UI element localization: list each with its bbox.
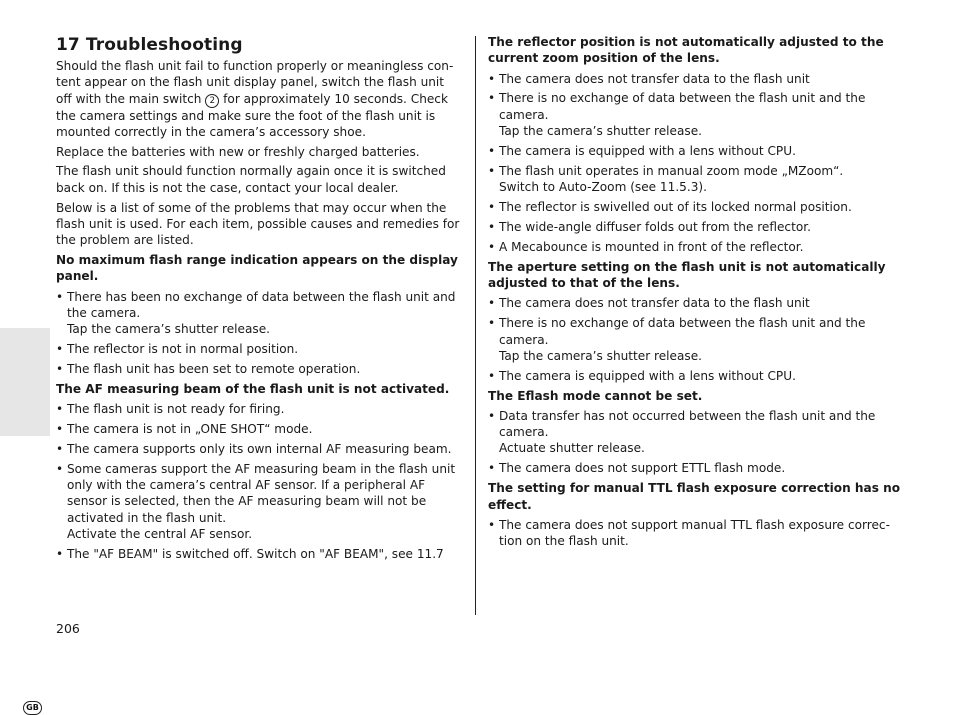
list-item: • The camera is equipped with a lens without CPU. <box>488 143 908 159</box>
list-item: • The wide-angle diffuser folds out from the reflector. <box>488 219 908 235</box>
list-item: • The reflector is not in normal position. <box>56 341 462 357</box>
list-item: • The reflector is swivelled out of its locked normal position. <box>488 199 908 215</box>
batteries-paragraph: Replace the batteries with new or freshly charged batteries. <box>56 144 420 159</box>
language-tab <box>0 328 50 712</box>
problem-heading-af: The AF measuring beam of the flash unit is not activated. <box>56 381 450 396</box>
list-item: • Data transfer has not occurred between the flash unit and the camera. Actuate shutter release. <box>488 408 908 457</box>
list-item: • The camera is equipped with a lens without CPU. <box>488 368 908 384</box>
list-item: • There is no exchange of data between the flash unit and the camera. Tap the camera’s shutter release. <box>488 90 908 139</box>
problem-heading-reflector: The reflector position is not automatically adjusted to the current zoom position of the lens. <box>488 35 884 66</box>
list-item: • A Mecabounce is mounted in front of the reflector. <box>488 239 908 255</box>
list-item: • The camera does not transfer data to the flash unit <box>488 71 908 87</box>
ttl-cause-list <box>488 517 908 550</box>
problem-heading-eflash: The Eflash mode cannot be set. <box>488 388 703 403</box>
list-item: • Some cameras support the AF measuring beam in the flash unit only with the camera’s central AF sensor. If a peripheral AF sensor is selected, then the AF measuring beam will not be activated in the flash unit. Activate the central AF sensor. <box>56 461 462 542</box>
dealer-paragraph: The flash unit should function normally again once it is switched back on. If this is not the case, contact your local dealer. <box>56 164 446 195</box>
list-item: • There has been no exchange of data between the flash unit and the camera. Tap the camera’s shutter release. <box>56 289 462 338</box>
problem-heading-range: No maximum flash range indication appears on the display panel. <box>56 252 458 284</box>
reflector-cause-list <box>488 71 908 256</box>
list-item: • The camera does not support manual TTL flash exposure correction on the flash unit. <box>488 517 908 550</box>
list-item: • There is no exchange of data between the flash unit and the camera. Tap the camera’s shutter release. <box>488 315 908 364</box>
list-item: • The camera does not transfer data to the flash unit <box>488 295 908 311</box>
range-cause-list <box>56 289 462 378</box>
list-item: • The flash unit operates in manual zoom mode „MZoom“. Switch to Auto-Zoom (see 11.5.3). <box>488 163 908 196</box>
list-item: • The camera is not in „ONE SHOT“ mode. <box>56 421 462 437</box>
column-divider <box>475 36 476 615</box>
aperture-cause-list <box>488 295 908 384</box>
main-switch-number: 2 <box>205 94 219 108</box>
page-number: 206 <box>56 621 80 636</box>
list-item: • The flash unit has been set to remote operation. <box>56 361 462 377</box>
intro-paragraph: Should the flash unit fail to function properly or meaningless content appear on the flash unit display panel, switch the flash unit off with the main switch 2 for approximately 10 seconds. Check the camera settings and make sure the foot of the flash unit is mounted correctly in the camera’s accessory shoe. <box>56 59 454 139</box>
problem-heading-aperture: The aperture setting on the flash unit is not automatically adjusted to that of the lens. <box>488 259 886 291</box>
left-column <box>56 34 462 566</box>
problem-list-paragraph: Below is a list of some of the problems that may occur when the flash unit is used. For each item, possible causes and remedies for the problem are listed. <box>56 200 460 248</box>
list-item: • The flash unit is not ready for firing. <box>56 401 462 417</box>
af-cause-list <box>56 401 462 562</box>
section-title: 17 Troubleshooting <box>56 35 243 55</box>
list-item: • The camera does not support ETTL flash mode. <box>488 460 908 476</box>
list-item: • The camera supports only its own internal AF measuring beam. <box>56 441 462 457</box>
eflash-cause-list <box>488 408 908 477</box>
list-item: • The "AF BEAM" is switched off. Switch on "AF BEAM", see 11.7 <box>56 546 462 562</box>
language-badge: GB <box>23 701 42 715</box>
problem-heading-ttl: The setting for manual TTL flash exposure correction has no effect. <box>488 481 901 512</box>
right-column <box>488 34 908 553</box>
